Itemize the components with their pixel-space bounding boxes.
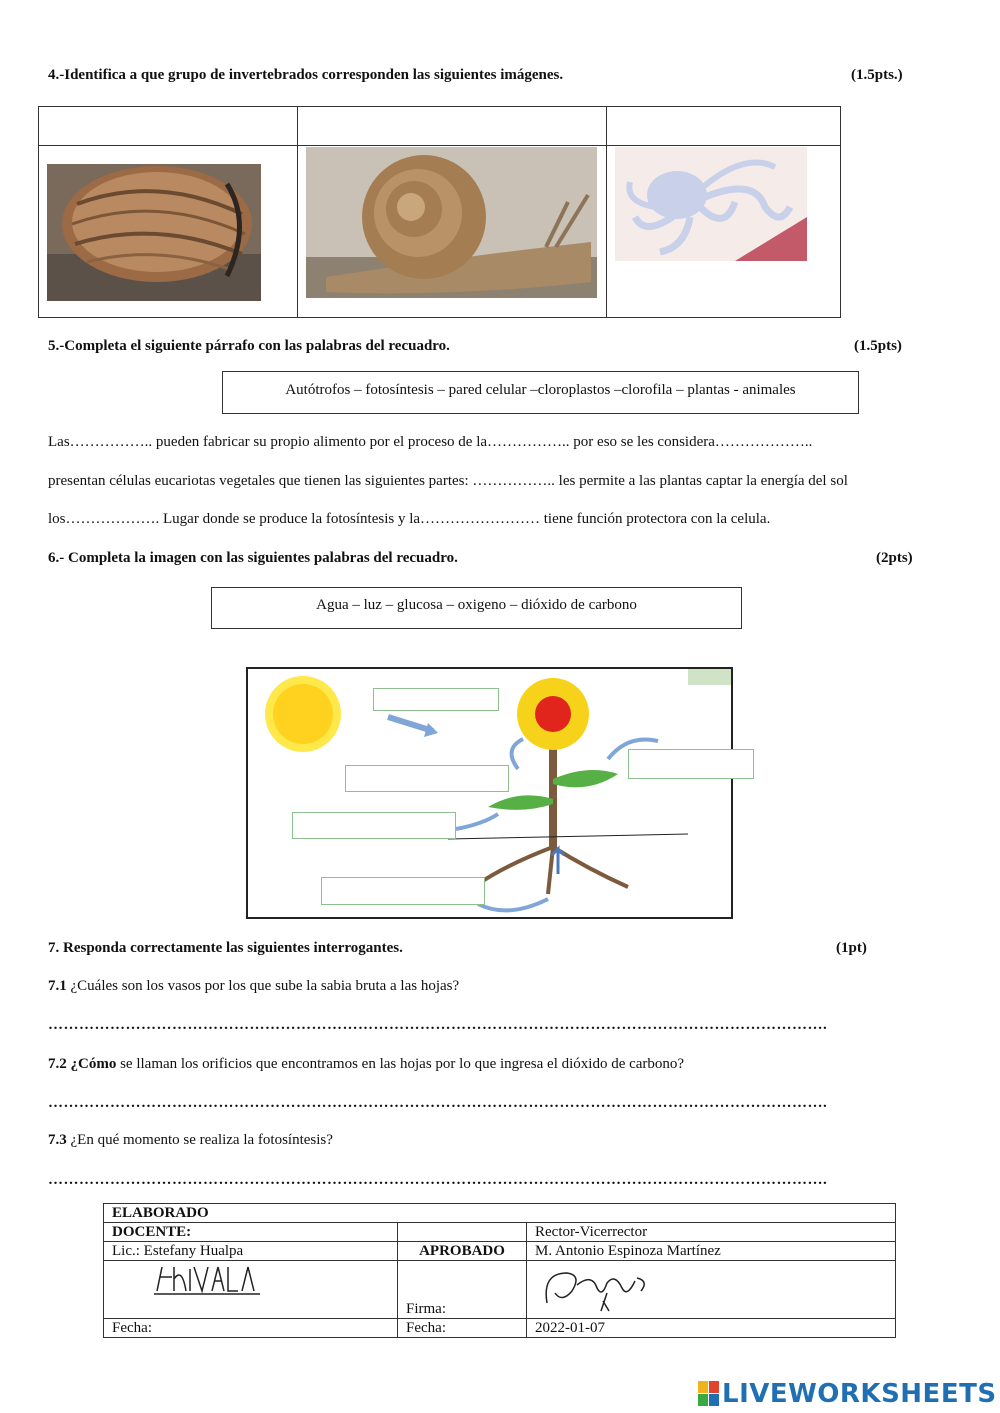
answer-cell-3[interactable] (607, 107, 841, 146)
q6-word-box: Agua – luz – glucosa – oxigeno – dióxido de carbono (211, 587, 742, 629)
q7-1-answer-line[interactable]: ……………………………………………………………………………………………………………………………………. (48, 1017, 828, 1033)
liveworksheets-logo-icon (698, 1381, 720, 1407)
q7-points: (1pt) (836, 940, 867, 956)
q6-title: 6.- Completa la imagen con las siguientes palabras del recuadro. (48, 550, 458, 566)
answer-cell-2[interactable] (297, 107, 607, 146)
sun-icon (265, 676, 341, 752)
diagram-label-box-5[interactable] (628, 749, 754, 779)
q5-title: 5.-Completa el siguiente párrafo con las palabras del recuadro. (48, 338, 450, 354)
diagram-label-box-4[interactable] (321, 877, 485, 905)
snail-image (306, 147, 597, 298)
q7-3-question (48, 1132, 333, 1149)
approval-table (103, 1203, 896, 1338)
invertebrate-table (38, 106, 841, 318)
clam-image (47, 164, 261, 301)
elaborado-header: ELABORADO (104, 1204, 896, 1223)
fecha-value: 2022-01-07 (527, 1319, 896, 1338)
liveworksheets-logo (698, 1378, 997, 1410)
q4-points: (1.5pts.) (851, 67, 903, 83)
director-signature (537, 1263, 657, 1313)
firma-label: Firma: (406, 1301, 446, 1317)
firma-cell (398, 1261, 527, 1319)
q6-points: (2pts) (876, 550, 913, 566)
q7-3-text: ¿En qué momento se realiza la fotosíntesis? (70, 1132, 333, 1148)
q7-2-number: 7.2 (48, 1056, 67, 1072)
docente-label: DOCENTE: (104, 1223, 398, 1242)
q5-paragraph-line-3: los………………. Lugar donde se produce la fotosíntesis y la…………………… tiene función protectora con la celula. (48, 511, 771, 527)
fecha-label-2: Fecha: (398, 1319, 527, 1338)
fecha-label-1: Fecha: (104, 1319, 398, 1338)
answer-cell-1[interactable] (39, 107, 298, 146)
image-cell-snail (297, 146, 607, 318)
q5-points: (1.5pts) (854, 338, 902, 354)
liveworksheets-brand-text: LIVEWORKSHEETS (722, 1379, 997, 1409)
q4-title: 4.-Identifica a que grupo de invertebrados corresponden las siguientes imágenes. (48, 67, 564, 83)
director-name: M. Antonio Espinoza Martínez (527, 1242, 896, 1261)
diagram-label-box-1[interactable] (373, 688, 499, 711)
photosynthesis-diagram (246, 667, 733, 919)
teacher-name: Lic.: Estefany Hualpa (104, 1242, 398, 1261)
diagram-label-box-3[interactable] (292, 812, 456, 839)
q5-paragraph-line-2: presentan células eucariotas vegetales que tienen las siguientes partes: …………….. les permite a las plantas captar la energía del sol (48, 473, 848, 489)
q7-3-answer-line[interactable]: ……………………………………………………………………………………………………………………………………. (48, 1172, 828, 1188)
image-cell-octopus (607, 146, 841, 318)
aprobado-label: APROBADO (398, 1242, 527, 1261)
diagram-label-box-2[interactable] (345, 765, 509, 792)
q5-word-box: Autótrofos – fotosíntesis – pared celular –cloroplastos –clorofila – plantas - animales (222, 371, 859, 414)
q7-1-text: ¿Cuáles son los vasos por los que sube la sabia bruta a las hojas? (70, 978, 460, 994)
image-cell-clam (39, 146, 298, 318)
q7-2-text: se llaman los orificios que encontramos en las hojas por lo que ingresa el dióxido de carbono? (116, 1056, 685, 1072)
q5-paragraph-line-1: Las…………….. pueden fabricar su propio alimento por el proceso de la…………….. por eso se les considera……………….. (48, 434, 813, 450)
teacher-signature-cell (104, 1261, 398, 1319)
q7-3-number: 7.3 (48, 1132, 67, 1148)
q7-2-answer-line[interactable]: ……………………………………………………………………………………………………………………………………. (48, 1095, 828, 1111)
empty-cell (398, 1223, 527, 1242)
sunflower-icon (517, 678, 589, 750)
q7-1-question (48, 978, 459, 995)
q7-2-question (48, 1056, 684, 1073)
q7-2-bold-word: ¿Cómo (70, 1056, 117, 1072)
director-signature-cell (527, 1261, 896, 1319)
q7-title: 7. Responda correctamente las siguientes interrogantes. (48, 940, 403, 956)
teacher-signature (152, 1263, 262, 1299)
q7-1-number: 7.1 (48, 978, 67, 994)
octopus-image (615, 147, 807, 261)
rector-label: Rector-Vicerrector (527, 1223, 896, 1242)
